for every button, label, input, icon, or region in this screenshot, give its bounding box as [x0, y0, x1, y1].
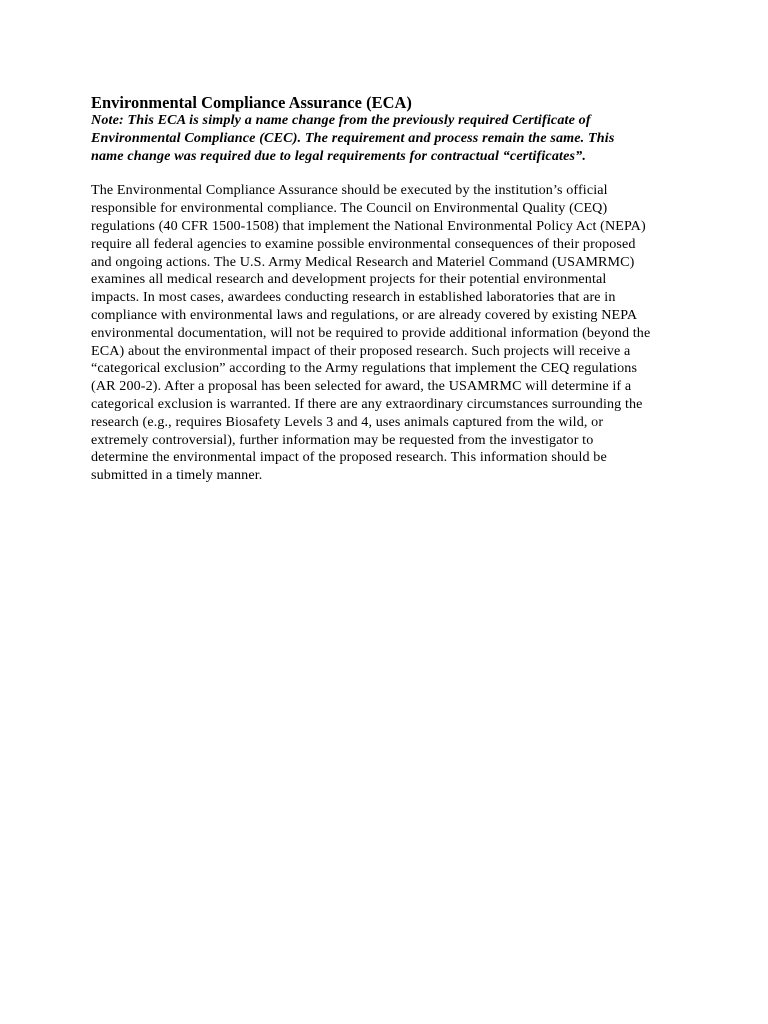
document-title: Environmental Compliance Assurance (ECA)	[91, 93, 412, 112]
body-line: examines all medical research and development projects for their potential environmental	[91, 271, 607, 288]
body-line: research (e.g., requires Biosafety Levels 3 and 4, uses animals captured from the wild, or	[91, 413, 604, 430]
body-line: “categorical exclusion” according to the Army regulations that implement the CEQ regulations	[91, 360, 638, 377]
note-line: Note: This ECA is simply a name change from the previously required Certificate of	[91, 112, 591, 128]
body-line: compliance with environmental laws and regulations, or are already covered by existing NEPA	[91, 306, 638, 323]
body-line: (AR 200-2). After a proposal has been selected for award, the USAMRMC will determine if a	[91, 378, 632, 395]
note-line: name change was required due to legal requirements for contractual “certificates”.	[91, 147, 586, 164]
body-line: determine the environmental impact of the proposed research. This information should be	[91, 449, 607, 466]
document-content	[91, 93, 691, 485]
body-line: environmental documentation, will not be required to provide additional information (beyond the	[91, 324, 651, 341]
document-note	[91, 112, 691, 165]
body-line: categorical exclusion is warranted. If there are any extraordinary circumstances surrounding the	[91, 395, 643, 412]
body-line: The Environmental Compliance Assurance should be executed by the institution’s official	[91, 182, 608, 199]
body-line: and ongoing actions. The U.S. Army Medical Research and Materiel Command (USAMRMC)	[91, 253, 635, 270]
body-line: submitted in a timely manner.	[91, 467, 263, 484]
body-line: regulations (40 CFR 1500-1508) that implement the National Environmental Policy Act (NEPA)	[91, 217, 646, 234]
body-line: ECA) about the environmental impact of their proposed research. Such projects will receive a	[91, 342, 631, 359]
body-line: responsible for environmental compliance. The Council on Environmental Quality (CEQ)	[91, 200, 608, 217]
body-line: require all federal agencies to examine possible environmental consequences of their proposed	[91, 235, 636, 252]
body-line: extremely controversial), further information may be requested from the investigator to	[91, 431, 594, 448]
body-line: impacts. In most cases, awardees conducting research in established laboratories that are in	[91, 289, 616, 306]
document-body-paragraph	[91, 182, 691, 485]
note-line: Environmental Compliance (CEC). The requirement and process remain the same. This	[91, 129, 615, 146]
